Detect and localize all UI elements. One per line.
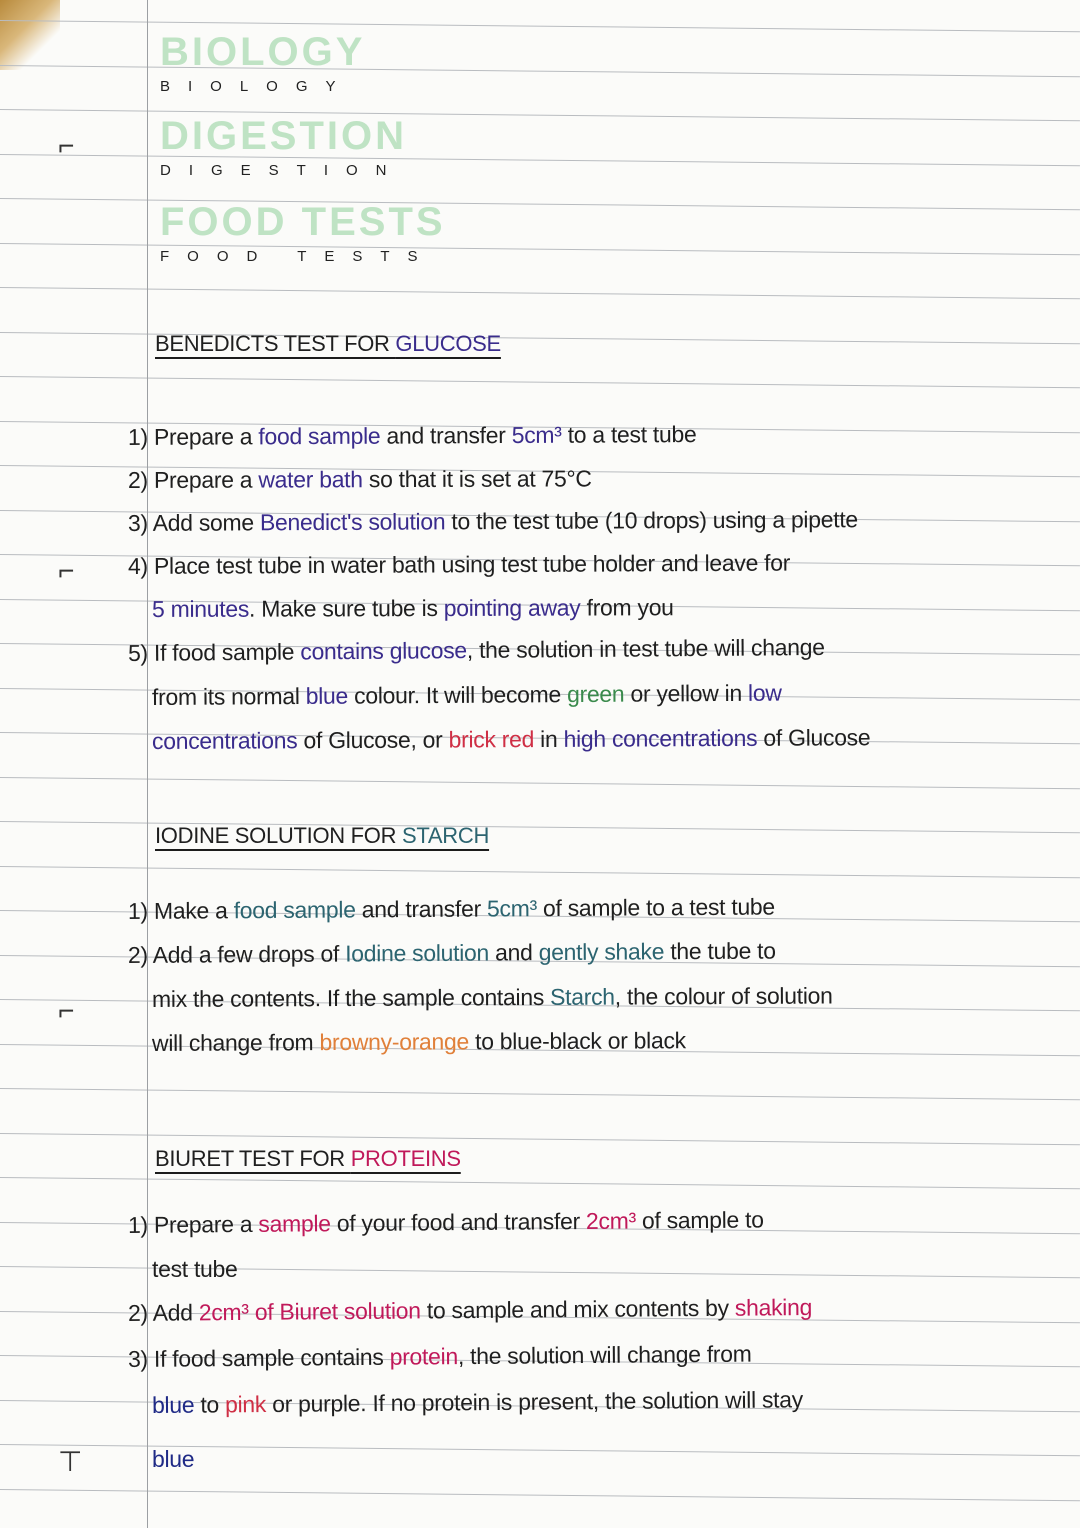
note-highlight: blue	[152, 1446, 195, 1472]
note-line	[128, 550, 790, 580]
note-line	[152, 1446, 194, 1473]
ruled-line	[0, 376, 1080, 388]
note-line	[152, 982, 833, 1013]
note-highlight: 5cm³	[511, 421, 562, 448]
note-text: to	[194, 1391, 226, 1418]
note-text: 1) Make a	[127, 897, 234, 924]
note-text: and transfer	[355, 895, 488, 923]
margin-line	[147, 0, 148, 1528]
note-text: will change from	[151, 1029, 320, 1056]
note-text: 2) Add	[127, 1299, 199, 1326]
title-digestion-text: DIGESTION	[160, 162, 405, 179]
heading-highlight: STARCH	[402, 823, 490, 848]
note-text: from you	[580, 594, 674, 621]
ruled-line	[0, 1489, 1080, 1501]
note-text: 4) Place test tube in water bath using test tube holder and leave for	[127, 549, 791, 579]
note-text: , the solution will change from	[457, 1340, 752, 1370]
note-highlight: 2cm³	[585, 1207, 636, 1235]
note-text: to blue-black or black	[468, 1027, 686, 1055]
note-text: 3) Add some	[127, 509, 260, 536]
heading-text: BIURET TEST FOR	[155, 1146, 351, 1171]
ruled-line	[0, 777, 1080, 789]
note-highlight: concentrations	[151, 727, 298, 754]
title-biology-text: BIOLOGY	[160, 78, 354, 95]
note-text: to a test tube	[561, 421, 697, 448]
note-line	[152, 1256, 238, 1283]
note-text: from its normal	[151, 682, 306, 710]
heading-highlight: GLUCOSE	[395, 331, 501, 356]
ruled-line	[0, 1133, 1080, 1145]
note-text: test tube	[152, 1256, 238, 1282]
punch-hole-mark: ⌐	[58, 555, 75, 586]
note-line	[128, 634, 825, 667]
punch-hole-mark: ⊤	[58, 1446, 83, 1477]
note-highlight: sample	[258, 1210, 331, 1237]
heading-text: BENEDICTS TEST FOR	[155, 331, 396, 356]
note-text: so that it is set at 75°C	[362, 465, 592, 493]
note-highlight: pink	[224, 1391, 267, 1418]
punch-hole-mark: ⌐	[58, 130, 75, 161]
note-text: and	[488, 939, 539, 966]
note-line	[152, 594, 674, 623]
note-line	[128, 421, 697, 451]
note-highlight: Iodine solution	[345, 939, 490, 967]
note-highlight: shaking	[734, 1294, 813, 1321]
note-text: of your food and transfer	[330, 1208, 587, 1237]
note-highlight: blue	[305, 682, 349, 709]
note-highlight: 2cm³ of Biuret solution	[198, 1297, 421, 1326]
title-biology-shadow: BIOLOGY	[160, 30, 366, 74]
note-highlight: pointing away	[443, 594, 581, 621]
note-highlight: gently shake	[538, 938, 665, 966]
note-highlight: Benedict's solution	[259, 508, 446, 536]
note-text: colour. It will become	[347, 681, 568, 709]
note-text: the tube to	[664, 937, 776, 965]
note-text: 1) Prepare a	[127, 1210, 259, 1238]
note-highlight: water bath	[258, 466, 363, 493]
note-text: in	[533, 725, 564, 752]
note-highlight: green	[566, 680, 625, 708]
note-text: of sample to a test tube	[536, 893, 775, 922]
note-text: of Glucose	[757, 724, 871, 751]
note-text: of sample to	[635, 1206, 764, 1234]
note-text: or yellow in	[624, 679, 749, 707]
note-highlight: high concentrations	[563, 724, 758, 752]
note-highlight: food sample	[258, 422, 381, 450]
note-line	[128, 1294, 812, 1327]
note-line	[152, 724, 870, 755]
title-digestion	[160, 114, 408, 180]
note-highlight: protein	[389, 1343, 458, 1370]
ruled-line	[0, 1177, 1080, 1189]
note-text: 5) If food sample	[127, 638, 301, 666]
note-highlight: browny-orange	[319, 1028, 470, 1056]
ruled-line	[0, 287, 1080, 299]
note-line	[152, 1027, 686, 1057]
note-highlight: blue	[151, 1391, 195, 1418]
note-highlight: 5cm³	[486, 895, 537, 922]
note-text: . Make sure tube is	[248, 594, 444, 622]
ruled-line	[0, 1088, 1080, 1100]
note-text: 2) Add a few drops of	[127, 940, 346, 968]
note-text: , the colour of solution	[614, 982, 833, 1010]
note-text: of Glucose, or	[297, 726, 449, 754]
note-highlight: food sample	[233, 896, 356, 924]
note-line	[152, 1386, 803, 1419]
note-line	[128, 893, 775, 925]
note-highlight: 5 minutes	[151, 595, 250, 622]
note-text: mix the contents. If the sample contains	[151, 983, 551, 1012]
note-text: or purple. If no protein is present, the solution will stay	[265, 1386, 803, 1418]
ruled-line	[0, 866, 1080, 878]
note-text: , the solution in test tube will change	[466, 633, 825, 664]
title-food-tests-shadow: FOOD TESTS	[160, 200, 446, 244]
note-line	[128, 937, 776, 969]
title-digestion-shadow: DIGESTION	[160, 114, 408, 158]
note-text: and transfer	[380, 421, 512, 449]
note-line	[128, 1206, 764, 1239]
page-corner-stain	[0, 0, 60, 70]
note-line	[152, 680, 782, 711]
note-text: 2) Prepare a	[127, 466, 259, 493]
note-highlight: brick red	[448, 725, 535, 753]
note-highlight: Starch	[550, 983, 615, 1010]
note-line	[128, 506, 858, 537]
heading-highlight: PROTEINS	[350, 1146, 461, 1171]
note-line	[128, 465, 592, 494]
note-text: to the test tube (10 drops) using a pipette	[445, 506, 858, 535]
note-text: 1) Prepare a	[127, 423, 259, 450]
note-highlight: contains glucose	[300, 637, 467, 665]
section-heading	[155, 822, 489, 849]
punch-hole-mark: ⌐	[58, 995, 75, 1026]
title-food-tests-text: FOOD TESTS	[160, 248, 436, 265]
heading-text: IODINE SOLUTION FOR	[155, 823, 403, 848]
title-food-tests	[160, 200, 446, 266]
note-line	[128, 1341, 752, 1373]
section-heading	[155, 330, 501, 357]
note-text: to sample and mix contents by	[420, 1294, 735, 1324]
note-text: 3) If food sample contains	[127, 1343, 390, 1372]
title-biology	[160, 30, 366, 96]
section-heading	[155, 1145, 461, 1172]
note-highlight: low	[747, 679, 782, 706]
